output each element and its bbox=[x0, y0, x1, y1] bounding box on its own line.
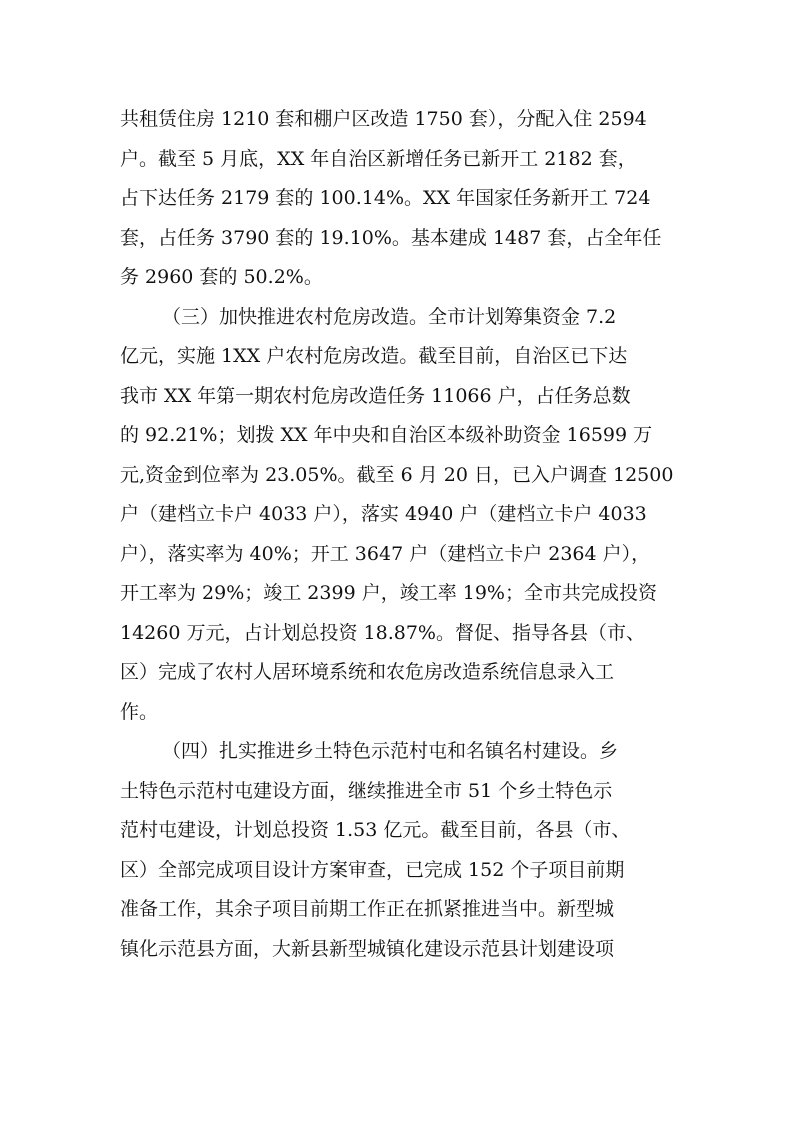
text-line: 作。 bbox=[120, 700, 159, 723]
text-line: 户。截至 5 月底，XX 年自治区新增任务已新开工 2182 套， bbox=[120, 147, 637, 170]
text-line: 开工率为 29%；竣工 2399 户，竣工率 19%；全市共完成投资 bbox=[120, 582, 657, 604]
section-heading-line: （三）加快推进农村危房改造。全市计划筹集资金 7.2 bbox=[162, 305, 617, 328]
text-line: 区）全部完成项目设计方案审查，已完成 152 个子项目前期 bbox=[120, 858, 625, 881]
text-line: 元,资金到位率为 23.05%。截至 6 月 20 日，已入户调查 12500 bbox=[120, 463, 674, 486]
text-line: 镇化示范县方面，大新县新型城镇化建设示范县计划建设项 bbox=[120, 937, 615, 960]
text-line: 准备工作，其余子项目前期工作正在抓紧推进当中。新型城 bbox=[120, 898, 615, 920]
document-body bbox=[120, 100, 680, 969]
text-line: 的 92.21%；划拨 XX 年中央和自治区本级补助资金 16599 万 bbox=[120, 424, 653, 446]
text-line: 占下达任务 2179 套的 100.14%。XX 年国家任务新开工 724 bbox=[120, 187, 651, 209]
text-line: 套，占任务 3790 套的 19.10%。基本建成 1487 套，占全年任 bbox=[120, 226, 662, 249]
text-line: 户），落实率为 40%；开工 3647 户（建档立卡户 2364 户）， bbox=[120, 542, 651, 565]
text-line: 我市 XX 年第一期农村危房改造任务 11066 户，占任务总数 bbox=[120, 384, 631, 407]
text-line: 14260 万元，占计划总投资 18.87%。督促、指导各县（市、 bbox=[120, 621, 645, 644]
section-heading-line: （四）扎实推进乡土特色示范村屯和名镇名村建设。乡 bbox=[162, 740, 619, 762]
text-line: 亿元，实施 1XX 户农村危房改造。截至目前，自治区已下达 bbox=[120, 345, 628, 367]
text-line: 区）完成了农村人居环境系统和农危房改造系统信息录入工 bbox=[120, 661, 615, 683]
text-line: 户（建档立卡户 4033 户），落实 4940 户（建档立卡户 4033 bbox=[120, 503, 647, 525]
text-line: 范村屯建设，计划总投资 1.53 亿元。截至目前，各县（市、 bbox=[120, 819, 631, 841]
text-line: 务 2960 套的 50.2%。 bbox=[120, 266, 323, 288]
text-line: 共租赁住房 1210 套和棚户区改造 1750 套），分配入住 2594 bbox=[120, 108, 647, 130]
text-line: 土特色示范村屯建设方面，继续推进全市 51 个乡土特色示 bbox=[120, 779, 613, 802]
